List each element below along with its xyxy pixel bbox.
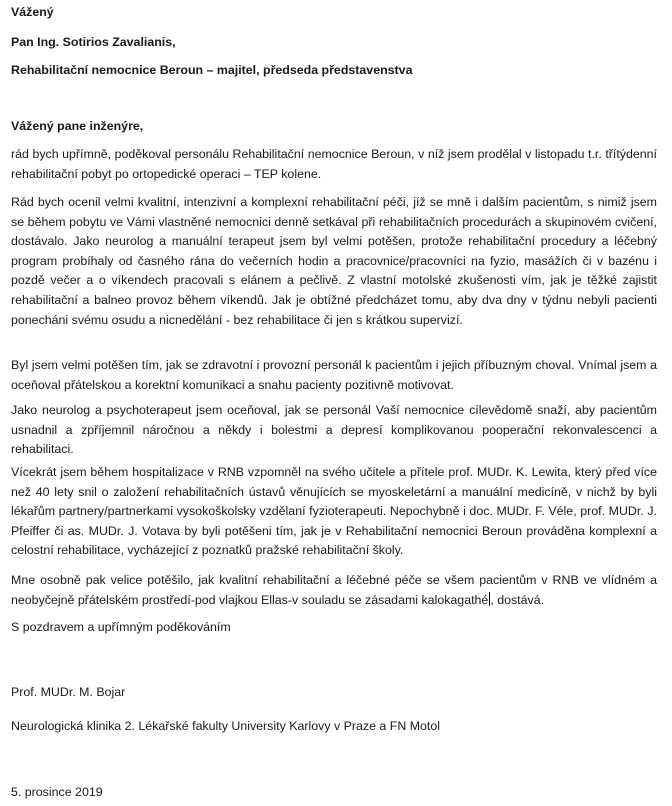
closing: S pozdravem a upřímným poděkováním	[11, 620, 231, 634]
recipient-name: Pan Ing. Sotirios Zavalianis,	[11, 35, 176, 49]
paragraph-2: Rád bych ocenil velmi kvalitní, intenzivní a komplexní rehabilitační péči, jíž se mně i dalším pacientům, s nimiž jsem se během pobytu ve Vámi vlastněné nemocnici denně setkával při rehabilitačních procedurách a skupinovém cvičení, dostávalo. Jako neurolog a manuální terapeut jsem byl velmi potěšen, protože rehabilitační procedury a léčebný program probíhaly od časného rána do večerních hodin a pracovnice/pracovníci na fyzio, masážích či v bazénu i pozdě večer a o víkendech pracovali s elánem a pečlivě. Z vlastní motolské zkušenosti vím, jak je těžké zajistit rehabilitační a balneo provoz během víkendů. Jak je obtížné předcházet tomu, aby dva dny v týdnu nebyli pacienti ponecháni svému osudu a nicnedělání - bez rehabilitace či jen s krátkou supervizí.	[11, 195, 657, 327]
signature-affiliation: Neurologická klinika 2. Lékařské fakulty University Karlovy v Praze a FN Motol	[11, 719, 441, 733]
paragraph-3: Byl jsem velmi potěšen tím, jak se zdravotní i provozní personál k pacientům i jejich příbuzným choval. Vnímal jsem a oceňoval přátelskou a korektní komunikaci a snahu pacienty pozitivně motivovat.	[11, 358, 657, 392]
paragraph-6[interactable]	[11, 571, 657, 610]
greeting: Vážený pane inženýre,	[11, 119, 144, 133]
paragraph-5: Vícekrát jsem během hospitalizace v RNB vzpomněl na svého učitele a přítele prof. MUDr. K. Lewita, který před více než 40 lety snil o založení rehabilitačních ústavů věnujících se myoskeletární a manuální medicíně, v nichž by byli lékařům partnery/partnerkami vysokoškolsky vzdělaní fyzioterapeuti. Nepochybně i doc. MUDr. F. Véle, prof. MUDr. J. Pfeiffer či as. MUDr. J. Votava by byli potěšeni tím, jak je v Rehabilitační nemocnici Beroun prováděna komplexní a celostní rehabilitace, vycházející z poznatků pražské rehabilitační školy.	[11, 465, 657, 558]
signature-name: Prof. MUDr. M. Bojar	[11, 685, 126, 699]
paragraph-6-text-a: Mne osobně pak velice potěšilo, jak kvalitní rehabilitační a léčebné péče se všem pacientům v RNB ve vlídném a neobyčejně přátelském prostředí-pod vlajkou Ellas-v souladu se zásadami kalokagathé	[11, 573, 657, 607]
paragraph-1: rád bych upřímně, poděkoval personálu Rehabilitační nemocnice Beroun, v níž jsem prodělal v listopadu t.r. třítýdenní rehabilitační pobyt po ortopedické operaci – TEP kolene.	[11, 147, 657, 181]
salutation-line: Vážený	[11, 5, 54, 19]
paragraph-4: Jako neurolog a psychoterapeut jsem oceňoval, jak se personál Vaší nemocnice cílevědomě snaží, aby pacientům usnadnil a zpříjemnil náročnou a někdy i bolestmi a depresí komplikovanou pooperační rekonvalescenci a rehabilitaci.	[11, 403, 657, 457]
letter-date: 5. prosince 2019	[11, 785, 103, 799]
recipient-organization: Rehabilitační nemocnice Beroun – majitel, předseda představenstva	[11, 63, 413, 77]
paragraph-6-text-b: , dostává.	[490, 592, 545, 607]
